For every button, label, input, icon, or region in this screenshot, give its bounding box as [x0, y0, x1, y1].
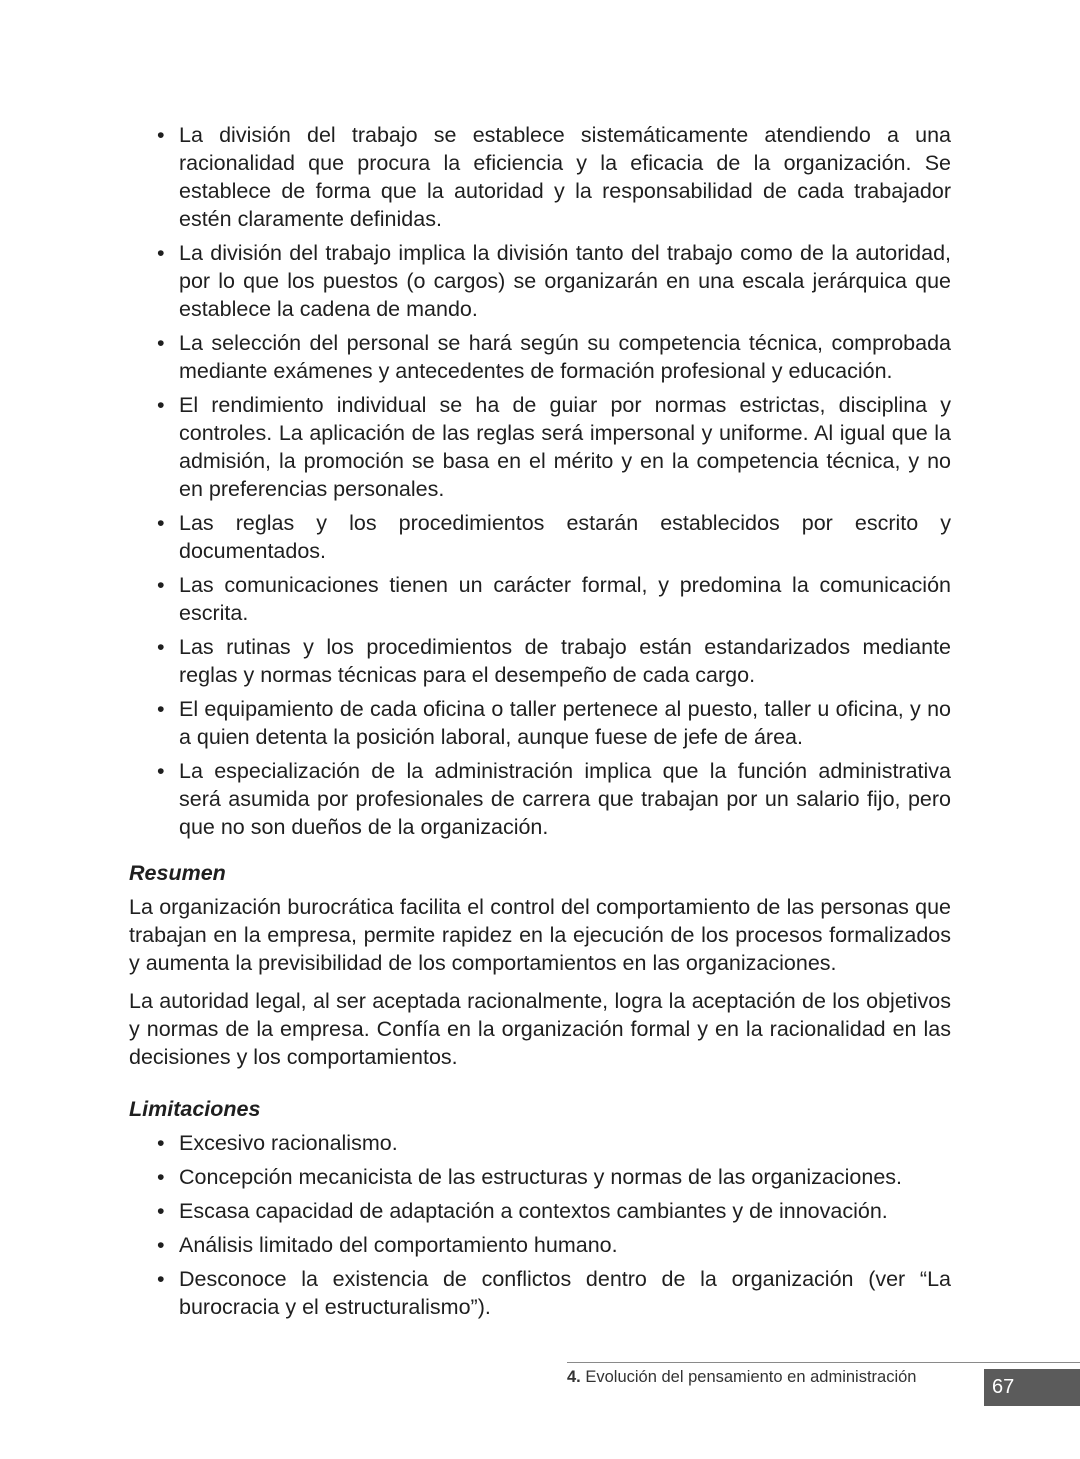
page-content	[129, 121, 951, 1327]
limitaciones-heading: Limitaciones	[129, 1097, 261, 1121]
list-item: • El rendimiento individual se ha de guiar por normas estrictas, disciplina y controles. La aplicación de las reglas será impersonal y uniforme. Al igual que la admisión, la promoción se basa en el mérito y en la competencia técnica, y no en preferencias personales.	[179, 391, 951, 503]
list-item: • Escasa capacidad de adaptación a contextos cambiantes y de innovación.	[179, 1197, 951, 1225]
list-item: • Concepción mecanicista de las estructuras y normas de las organizaciones.	[179, 1163, 951, 1191]
page-number: 67	[984, 1369, 1080, 1406]
footer-chapter	[567, 1366, 916, 1388]
list-item: • La división del trabajo se establece sistemáticamente atendiendo a una racionalidad que procura la eficiencia y la eficacia de la organización. Se establece de forma que la autoridad y la responsabilidad de cada trabajador estén claramente definidas.	[179, 121, 951, 233]
list-item: • La selección del personal se hará según su competencia técnica, comprobada mediante exámenes y antecedentes de formación profesional y educación.	[179, 329, 951, 385]
footer-divider	[567, 1362, 1080, 1363]
list-item: • Desconoce la existencia de conflictos dentro de la organización (ver “La burocracia y el estructuralismo”).	[179, 1265, 951, 1321]
list-item: • El equipamiento de cada oficina o taller pertenece al puesto, taller u oficina, y no a quien detenta la posición laboral, aunque fuese de jefe de área.	[179, 695, 951, 751]
chapter-number: 4.	[567, 1368, 581, 1386]
list-item: • La división del trabajo implica la división tanto del trabajo como de la autoridad, por lo que los puestos (o cargos) se organizarán en una escala jerárquica que establece la cadena de mando.	[179, 239, 951, 323]
list-item: • Las comunicaciones tienen un carácter formal, y predomina la comunicación escrita.	[179, 571, 951, 627]
resumen-paragraph: La autoridad legal, al ser aceptada racionalmente, logra la aceptación de los objetivos y normas de la empresa. Confía en la organización formal y en la racionalidad en las decisiones y los comportamientos.	[129, 989, 951, 1069]
list-item: • Las reglas y los procedimientos estarán establecidos por escrito y documentados.	[179, 509, 951, 565]
limitaciones-list	[129, 1129, 951, 1321]
resumen-heading: Resumen	[129, 861, 226, 885]
list-item: • Análisis limitado del comportamiento humano.	[179, 1231, 951, 1259]
list-item: • Las rutinas y los procedimientos de trabajo están estandarizados mediante reglas y normas técnicas para el desempeño de cada cargo.	[179, 633, 951, 689]
resumen-paragraph: La organización burocrática facilita el control del comportamiento de las personas que trabajan en la empresa, permite rapidez en la ejecución de los procesos formalizados y aumenta la previsibilidad de los comportamientos en las organizaciones.	[129, 895, 951, 975]
list-item: • Excesivo racionalismo.	[179, 1129, 951, 1157]
characteristics-list	[129, 121, 951, 841]
chapter-title: Evolución del pensamiento en administración	[585, 1368, 917, 1386]
list-item: • La especialización de la administración implica que la función administrativa será asumida por profesionales de carrera que trabajan por un salario fijo, pero que no son dueños de la organización.	[179, 757, 951, 841]
